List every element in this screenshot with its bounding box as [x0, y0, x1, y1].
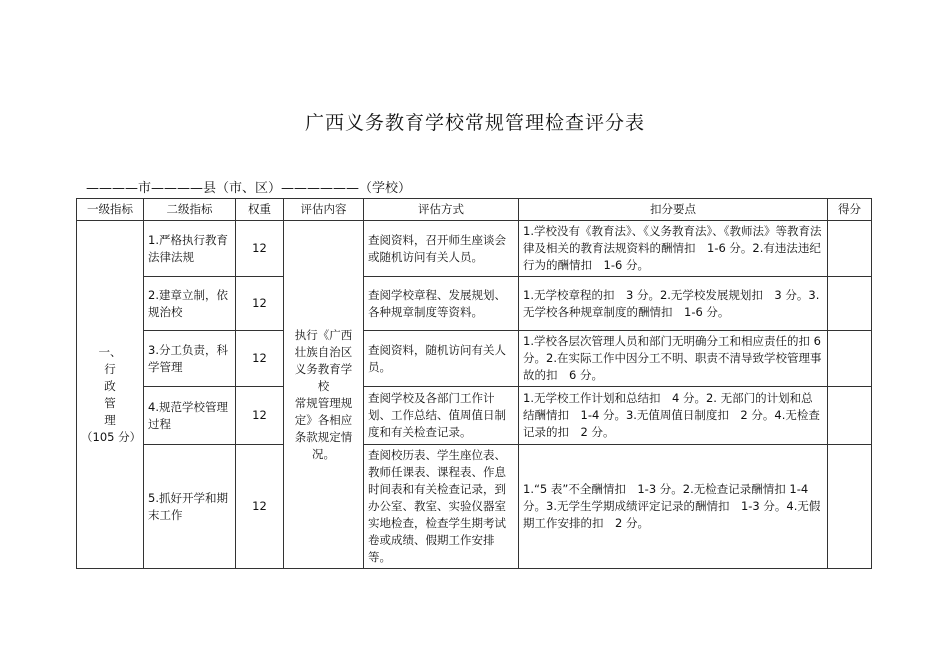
- level1-line: （105 分）: [81, 429, 142, 444]
- weight-value: 12: [236, 277, 284, 331]
- header-score: 得分: [828, 199, 872, 221]
- level1-indicator-cell: [77, 221, 144, 569]
- content-line: 义务教育学: [294, 361, 353, 376]
- level1-line: 理: [104, 412, 116, 427]
- method-text: 查阅资料，召开师生座谈会或随机访问有关人员。: [364, 221, 519, 277]
- content-line: 常规管理规: [294, 395, 353, 410]
- weight-value: 12: [236, 387, 284, 445]
- content-line: 壮族自治区: [294, 344, 353, 359]
- content-line: 定》各相应: [294, 412, 353, 427]
- score-cell[interactable]: [828, 277, 872, 331]
- weight-value: 12: [236, 331, 284, 387]
- header-method: 评估方式: [364, 199, 519, 221]
- table-row: [77, 387, 872, 445]
- table-row: [77, 445, 872, 569]
- content-line: 条款规定情: [294, 429, 353, 444]
- deduction-points: 1.学校没有《教育法》、《义务教育法》、《教师法》等教育法律及相关的教育法规资料的酬情扣 1-6 分。2.有违法违纪行为的酬情扣 1-6 分。: [519, 221, 828, 277]
- weight-value: 12: [236, 445, 284, 569]
- content-line: 况。: [312, 446, 335, 461]
- score-cell[interactable]: [828, 331, 872, 387]
- score-cell[interactable]: [828, 445, 872, 569]
- header-points: 扣分要点: [519, 199, 828, 221]
- method-text: 查阅学校章程、发展规划、各种规章制度等资料。: [364, 277, 519, 331]
- level1-line: 一、: [98, 344, 122, 359]
- level2-indicator: 5.抓好开学和期末工作: [144, 445, 236, 569]
- deduction-points: 1.无学校章程的扣 3 分。2.无学校发展规划扣 3 分。3.无学校各种规章制度的酬情扣 1-6 分。: [519, 277, 828, 331]
- table-row: [77, 221, 872, 277]
- deduction-points: 1.“5 表”不全酬情扣 1-3 分。2.无检查记录酬情扣 1-4 分。3.无学生学期成绩评定记录的酬情扣 1-3 分。4.无假期工作安排的扣 2 分。: [519, 445, 828, 569]
- evaluation-table: [76, 198, 872, 569]
- deduction-points: 1.无学校工作计划和总结扣 4 分。2. 无部门的计划和总结酬情扣 1-4 分。3.无值周值日制度扣 2 分。4.无检查记录的扣 2 分。: [519, 387, 828, 445]
- table-row: [77, 277, 872, 331]
- deduction-points: 1.学校各层次管理人员和部门无明确分工和相应责任的扣 6 分。2.在实际工作中因分工不明、职责不清导致学校管理事故的扣 6 分。: [519, 331, 828, 387]
- content-cell: [284, 221, 364, 569]
- score-cell[interactable]: [828, 387, 872, 445]
- level2-indicator: 4.规范学校管理过程: [144, 387, 236, 445]
- form-subtitle: ————市————县（市、区）——————（学校）: [86, 181, 412, 196]
- level2-indicator: 2.建章立制，依规治校: [144, 277, 236, 331]
- content-line: 执行《广西: [294, 327, 353, 342]
- level2-indicator: 3.分工负责，科学管理: [144, 331, 236, 387]
- table-row: [77, 331, 872, 387]
- method-text: 查阅校历表、学生座位表、教师任课表、课程表、作息时间表和有关检查记录，到办公室、教室、实验仪器室实地检查，检查学生期考试卷或成绩、假期工作安排等。: [364, 445, 519, 569]
- level2-indicator: 1.严格执行教育法律法规: [144, 221, 236, 277]
- score-cell[interactable]: [828, 221, 872, 277]
- method-text: 查阅资料，随机访问有关人员。: [364, 331, 519, 387]
- content-line: 校: [317, 378, 330, 393]
- page-title: 广西义务教育学校常规管理检查评分表: [304, 112, 645, 134]
- level1-line: 政: [104, 378, 116, 393]
- weight-value: 12: [236, 221, 284, 277]
- header-level1: 一级指标: [77, 199, 144, 221]
- header-content: 评估内容: [284, 199, 364, 221]
- level1-line: 管: [104, 395, 116, 410]
- level1-line: 行: [104, 361, 116, 376]
- header-level2: 二级指标: [144, 199, 236, 221]
- header-weight: 权重: [236, 199, 284, 221]
- table-header-row: [77, 199, 872, 221]
- method-text: 查阅学校及各部门工作计划、工作总结、值周值日制度和有关检查记录。: [364, 387, 519, 445]
